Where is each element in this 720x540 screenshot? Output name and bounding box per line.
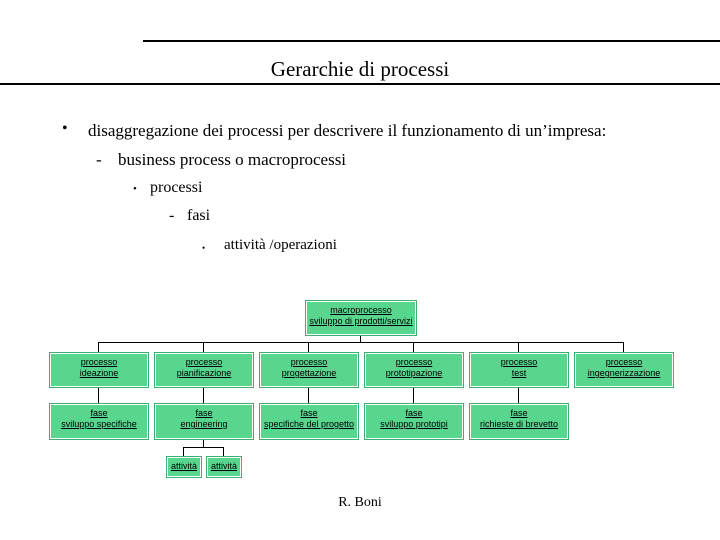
box-line-2: sviluppo prototipi [380, 419, 448, 429]
connector-line [98, 386, 99, 403]
box-line-1: fase [195, 408, 213, 418]
box-line-1: processo [290, 357, 328, 367]
box-line-2: test [511, 368, 527, 378]
box-line-1: attività [210, 461, 237, 471]
dash-icon: - [96, 150, 102, 169]
activity-box [206, 456, 242, 478]
box-line-2: engineering [180, 419, 228, 429]
box-line-1: fase [300, 408, 318, 418]
connector-line [183, 447, 184, 456]
box-line-1: processo [395, 357, 433, 367]
connector-line [518, 386, 519, 403]
box-line-1: fase [405, 408, 423, 418]
phase-box [259, 403, 359, 440]
box-line-2: ideazione [79, 368, 119, 378]
box-line-1: fase [510, 408, 528, 418]
dash-icon: - [169, 207, 175, 224]
connector-line [98, 342, 623, 343]
connector-line [203, 342, 204, 352]
process-box [469, 352, 569, 388]
connector-line [413, 342, 414, 352]
box-line-2: ingegnerizzazione [587, 368, 661, 378]
connector-line [413, 386, 414, 403]
box-line-2: prototipazione [385, 368, 443, 378]
phase-box [364, 403, 464, 440]
bullet-dot-icon: • [202, 243, 206, 253]
phase-box [154, 403, 254, 440]
bullet-dot-icon: • [133, 183, 137, 195]
process-box [49, 352, 149, 388]
connector-line [203, 386, 204, 403]
bullet-text: attività /operazioni [224, 237, 337, 253]
bullet-dot-icon: • [62, 120, 68, 137]
box-line-1: processo [500, 357, 538, 367]
process-box [574, 352, 674, 388]
connector-line [183, 447, 223, 448]
phase-box [49, 403, 149, 440]
bullet-text: processi [150, 179, 203, 196]
process-box [364, 352, 464, 388]
activity-box [166, 456, 202, 478]
connector-line [623, 342, 624, 352]
box-line-2: sviluppo di prodotti/servizi [309, 316, 413, 326]
box-line-1: processo [605, 357, 643, 367]
macroprocess-box [305, 300, 417, 336]
phase-box [469, 403, 569, 440]
connector-line [308, 342, 309, 352]
connector-line [308, 386, 309, 403]
connector-line [223, 447, 224, 456]
process-box [154, 352, 254, 388]
slide-title: Gerarchie di processi [270, 57, 450, 81]
box-line-1: processo [80, 357, 118, 367]
connector-line [518, 342, 519, 352]
connector-line [98, 342, 99, 352]
box-line-1: macroprocesso [330, 305, 392, 315]
box-line-1: fase [90, 408, 108, 418]
box-line-2: pianificazione [176, 368, 232, 378]
bullet-text: disaggregazione dei processi per descrivere il funzionamento di un’impresa: [88, 121, 607, 140]
box-line-2: sviluppo specifiche [61, 419, 137, 429]
box-line-2: specifiche del progetto [263, 419, 355, 429]
bullet-text: business process o macroprocessi [118, 150, 347, 169]
box-line-2: richieste di brevetto [479, 419, 559, 429]
box-line-1: processo [185, 357, 223, 367]
box-line-1: attività [170, 461, 197, 471]
bullet-text: fasi [187, 207, 211, 224]
box-line-2: progettazione [281, 368, 337, 378]
slide-footer: R. Boni [338, 495, 382, 510]
process-box [259, 352, 359, 388]
